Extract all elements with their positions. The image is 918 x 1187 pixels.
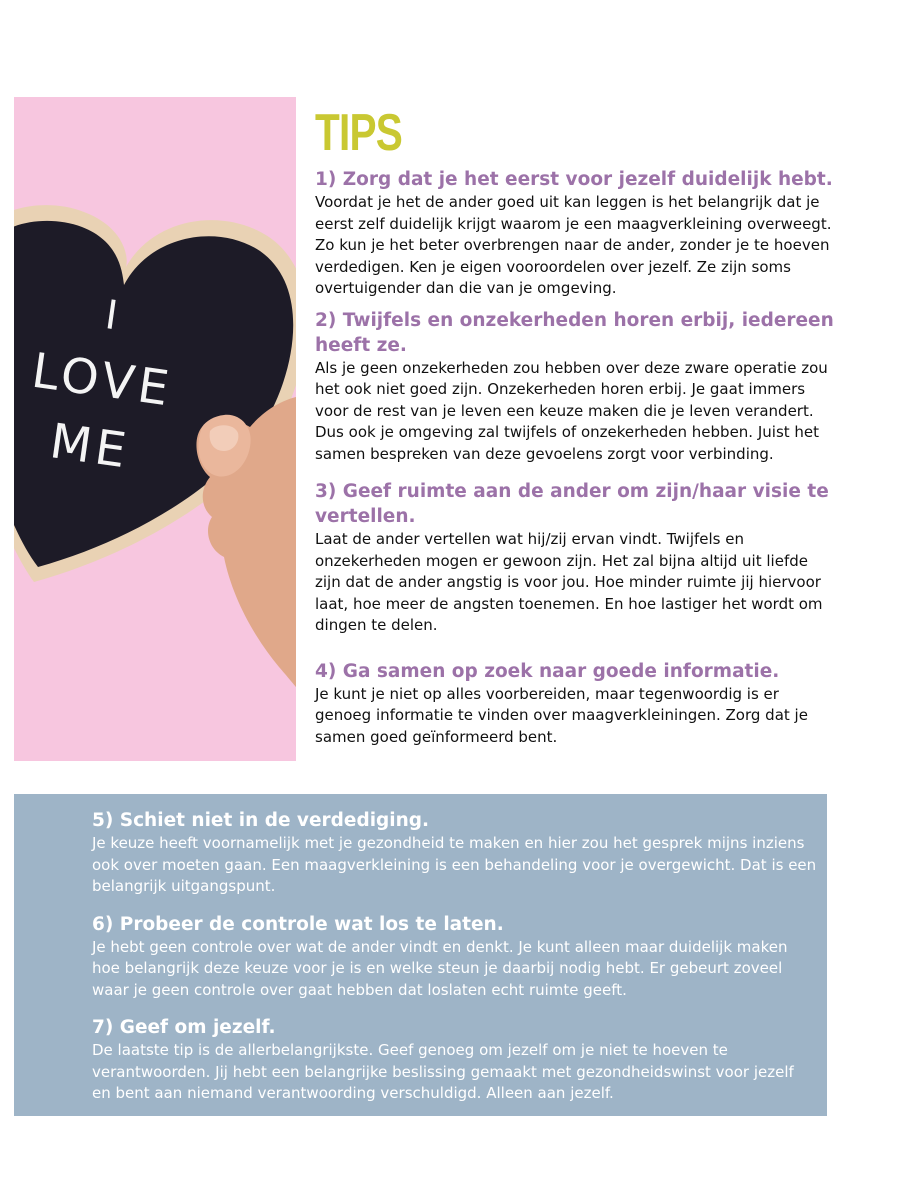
- tip-3-body: Laat de ander vertellen wat hij/zij ervan vindt. Twijfels en onzekerheden mogen er gewoon zijn. Het zal bijna altijd uit liefde zijn dat de ander angstig is voor jou. Hoe minder ruimte jij hiervoor laat, hoe meer de angsten toenemen. En hoe lastiger het wordt om dingen te delen.: [315, 530, 823, 634]
- tip-5-body: Je keuze heeft voornamelijk met je gezondheid te maken en hier zou het gesprek mijns inziens ook over moeten gaan. Een maagverkleining is een behandeling voor je overgewicht. Dat is een belangrijk uitgangspunt.: [92, 834, 817, 895]
- tip-4: [315, 659, 835, 749]
- heart-photo: [14, 97, 296, 761]
- heart-text-love: LOVE: [28, 342, 176, 418]
- tip-2-body: Als je geen onzekerheden zou hebben over deze zware operatie zou het ook niet goed zijn. Onzekerheden horen erbij. Je gaat immers voor de rest van je leven een keuze maken die je leven verandert. Dus ook je omgeving zal twijfels of onzekerheden hebben. Juist het samen bespreken van deze gevoelens zorgt voor verbinding.: [315, 358, 828, 463]
- tip-1-body: Voordat je het de ander goed uit kan leggen is het belangrijk dat je eerst zelf duidelijk krijgt waarom je een maagverkleining overweegt. Zo kun je het beter overbrengen naar de ander, zonder je te hoeven verdedigen. Ken je eigen vooroordelen over jezelf. Ze zijn soms overtuigender dan die van je omgeving.: [315, 193, 832, 297]
- heart-text-i: I: [102, 292, 121, 340]
- tip-5-heading: 5) Schiet niet in de verdediging.: [92, 810, 430, 831]
- tip-4-heading: 4) Ga samen op zoek naar goede informatie.: [315, 660, 780, 682]
- page-title: TIPS: [315, 104, 403, 162]
- tip-7: [92, 1015, 817, 1105]
- tips-column: [315, 103, 835, 748]
- tip-5: [92, 808, 817, 898]
- tip-4-body: Je kunt je niet op alles voorbereiden, maar tegenwoordig is er genoeg informatie te vinden over maagverkleiningen. Zorg dat je samen goed geïnformeerd bent.: [315, 684, 808, 746]
- tip-1: [315, 167, 835, 300]
- tip-7-heading: 7) Geef om jezelf.: [92, 1017, 276, 1038]
- tip-7-body: De laatste tip is de allerbelangrijkste. Geef genoeg om jezelf om je niet te hoeven te verantwoorden. Jij hebt een belangrijke beslissing gemaakt met gezondheidswinst voor jezelf en bent aan niemand verantwoording verschuldigd. Alleen aan jezelf.: [92, 1041, 794, 1102]
- tip-3: [315, 479, 835, 637]
- tip-3-heading: 3) Geef ruimte aan de ander om zijn/haar visie te vertellen.: [315, 481, 829, 527]
- tip-6: [92, 912, 817, 1002]
- tip-6-body: Je hebt geen controle over wat de ander vindt en denkt. Je kunt alleen maar duidelijk maken hoe belangrijk deze keuze voor je is en welke steun je daarbij nodig hebt. Er gebeurt zoveel waar je geen controle over gaat hebben dat loslaten echt ruimte geeft.: [92, 937, 788, 999]
- highlight-box: [14, 794, 827, 1116]
- tip-6-heading: 6) Probeer de controle wat los te laten.: [92, 913, 504, 935]
- highlight-box-content: [92, 808, 817, 1105]
- tip-1-heading: 1) Zorg dat je het eerst voor jezelf duidelijk hebt.: [315, 169, 833, 190]
- heart-illustration: [14, 97, 296, 761]
- tip-2-heading: 2) Twijfels en onzekerheden horen erbij, iedereen heeft ze.: [315, 309, 834, 356]
- tip-2: [315, 308, 835, 466]
- heart-text-me: ME: [46, 413, 134, 480]
